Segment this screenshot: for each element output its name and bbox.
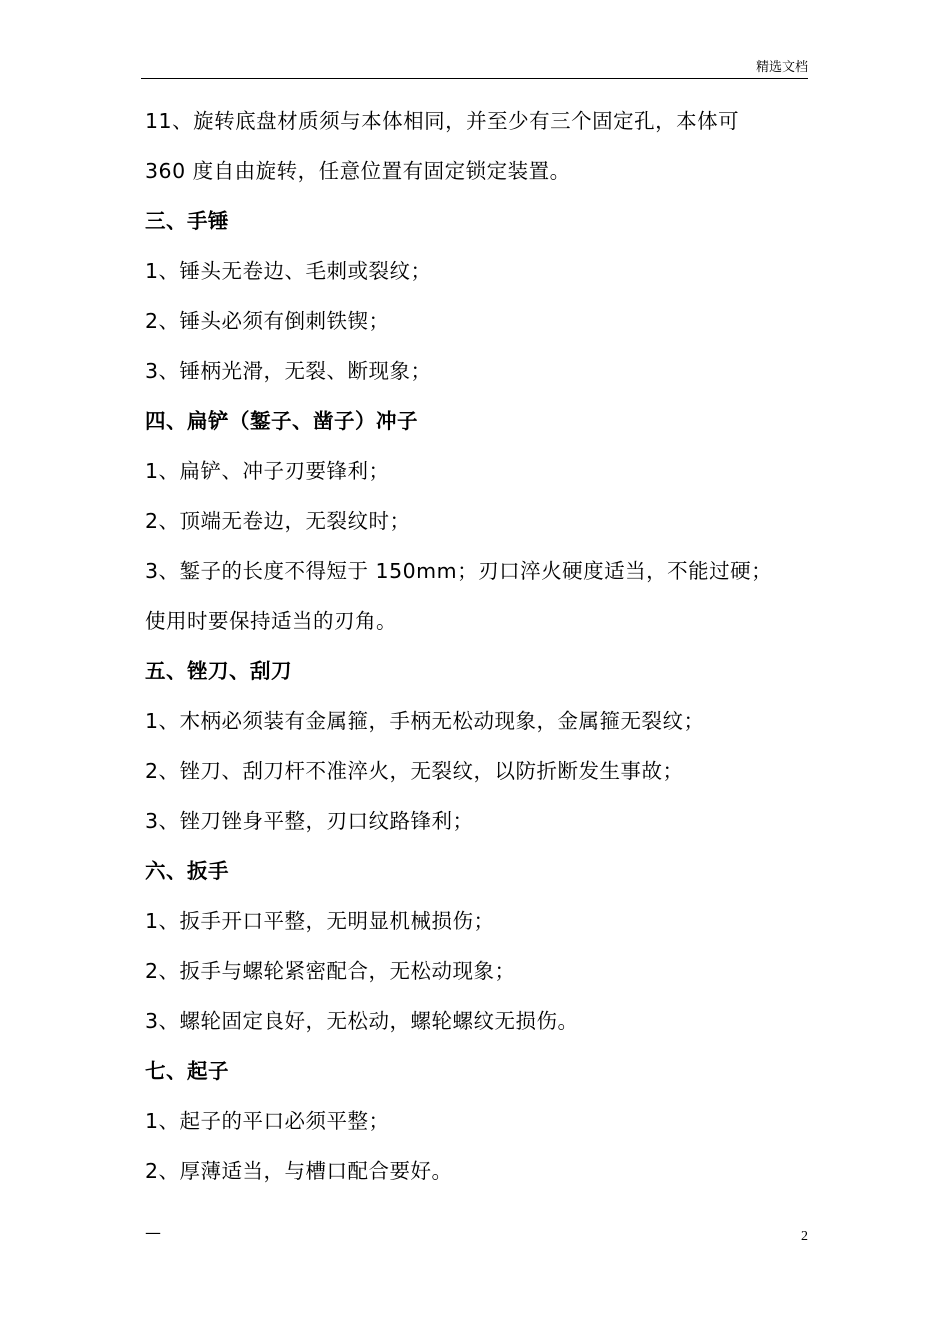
paragraph-line: 2、锉刀、刮刀杆不准淬火，无裂纹，以防折断发生事故； (145, 759, 684, 783)
page-number: 2 (801, 1229, 808, 1244)
header-rule (141, 78, 808, 79)
paragraph-line: 1、扳手开口平整，无明显机械损伤； (145, 909, 495, 933)
paragraph-line: 使用时要保持适当的刃角。 (145, 609, 397, 633)
document-body (145, 96, 817, 1196)
paragraph-line: 1、扁铲、冲子刃要锋利； (145, 459, 390, 483)
section-heading: 七、起子 (145, 1059, 229, 1083)
paragraph-line: 1、起子的平口必须平整； (145, 1109, 390, 1133)
paragraph-line: 2、扳手与螺轮紧密配合，无松动现象； (145, 959, 516, 983)
paragraph-line: 3、螺轮固定良好，无松动，螺轮螺纹无损伤。 (145, 1009, 579, 1033)
paragraph-line: 3、锤柄光滑，无裂、断现象； (145, 359, 432, 383)
paragraph-line: 2、顶端无卷边，无裂纹时； (145, 509, 411, 533)
paragraph-line: 3、锉刀锉身平整，刃口纹路锋利； (145, 809, 474, 833)
paragraph-line: 360 度自由旋转，任意位置有固定锁定装置。 (145, 159, 571, 183)
paragraph-line: 2、锤头必须有倒刺铁锲； (145, 309, 390, 333)
section-heading: 三、手锤 (145, 209, 229, 233)
section-heading: 四、扁铲（錾子、凿子）冲子 (145, 409, 418, 433)
paragraph-line: 11、旋转底盘材质须与本体相同，并至少有三个固定孔，本体可 (145, 109, 740, 133)
paragraph-line: 3、錾子的长度不得短于 150mm；刃口淬火硬度适当，不能过硬； (145, 559, 773, 583)
footer-mark: — (145, 1223, 161, 1242)
paragraph-line: 1、木柄必须装有金属箍，手柄无松动现象，金属箍无裂纹； (145, 709, 705, 733)
paragraph-line: 1、锤头无卷边、毛刺或裂纹； (145, 259, 432, 283)
section-heading: 五、锉刀、刮刀 (145, 659, 292, 683)
section-heading: 六、扳手 (145, 859, 229, 883)
header-label: 精选文档 (755, 60, 808, 75)
paragraph-line: 2、厚薄适当，与槽口配合要好。 (145, 1159, 453, 1183)
